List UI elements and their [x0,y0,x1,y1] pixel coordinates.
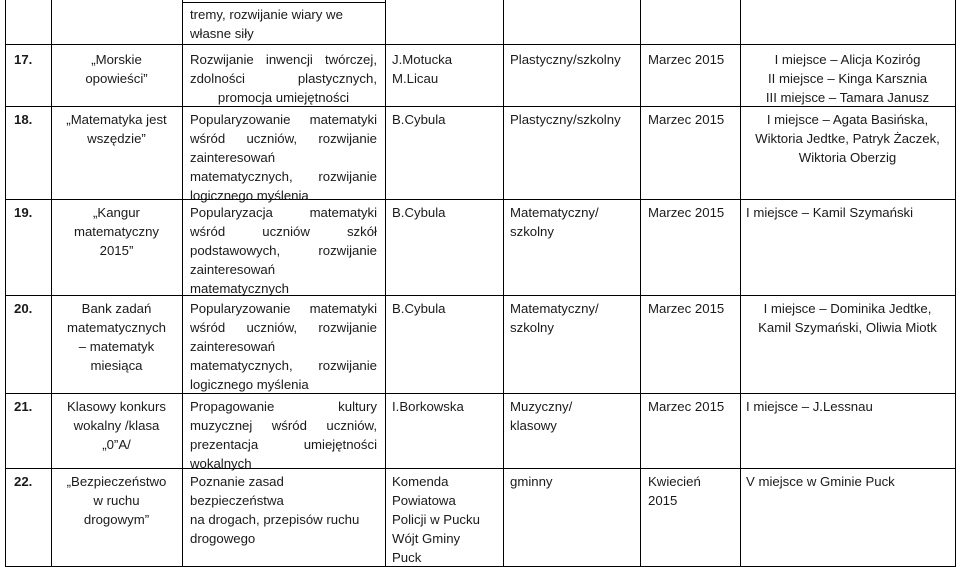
row-number: 20. [14,301,33,316]
row-number: 21. [14,399,33,414]
competition-date: Marzec 2015 [648,301,725,316]
grid-line [5,468,956,469]
competition-type: Matematyczny/ szkolny [510,301,599,335]
competition-result: I miejsce – Dominika Jedtke, Kamil Szymański, Oliwia Miotk [758,301,937,335]
competition-type: Muzyczny/ klasowy [510,399,573,433]
competition-date: Kwiecień 2015 [648,474,701,508]
competition-title: „Bezpieczeństwo w ruchu drogowym” [66,474,167,527]
row-number: 17. [14,52,33,67]
teacher: B.Cybula [392,301,446,316]
grid-line [955,0,956,567]
teacher: B.Cybula [392,112,446,127]
grid-line [182,2,385,3]
competition-result: I miejsce – Kamil Szymański [746,205,914,220]
competition-type: gminny [510,474,553,489]
previous-row-goal-fragment: tremy, rozwijanie wiary we własne siły [190,7,343,41]
row-number: 22. [14,474,33,489]
teacher: J.Motucka M.Licau [392,52,453,86]
grid-line [385,0,386,567]
grid-line [5,295,956,296]
competition-title: Klasowy konkurs wokalny /klasa „0”A/ [67,399,166,452]
competition-date: Marzec 2015 [648,205,725,220]
grid-line [5,44,956,45]
grid-line [5,0,6,567]
competition-date: Marzec 2015 [648,52,725,67]
competition-title: „Kangur matematyczny 2015” [73,205,159,258]
grid-line [5,199,956,200]
grid-line [182,0,183,567]
competition-goal: Propagowanie kultury muzycznej wśród uczniów, prezentacja umiejętności wokalnych [190,399,377,471]
competition-date: Marzec 2015 [648,112,725,127]
competition-goal: Popularyzacja matematyki wśród uczniów szkół podstawowych, rozwijanie zainteresowań matematycznych [190,205,377,296]
teacher: Komenda Powiatowa Policji w Pucku Wójt Gminy Puck [392,474,480,565]
teacher: I.Borkowska [392,399,464,414]
competition-type: Plastyczny/szkolny [510,112,621,127]
competition-type: Plastyczny/szkolny [510,52,621,67]
competition-title: „Morskie opowieści” [85,52,148,86]
competition-type: Matematyczny/ szkolny [510,205,599,239]
teacher: B.Cybula [392,205,446,220]
competition-date: Marzec 2015 [648,399,725,414]
grid-line [640,0,641,567]
competition-goal: Popularyzowanie matematyki wśród uczniów, rozwijanie zainteresowań matematycznych, rozwijanie logicznego myślenia [190,112,377,203]
row-number: 19. [14,205,33,220]
row-number: 18. [14,112,33,127]
competition-result: I miejsce – J.Lessnau [746,399,873,414]
competition-result: V miejsce w Gminie Puck [746,474,895,489]
competition-result: I miejsce – Agata Basińska, Wiktoria Jedtke, Patryk Żaczek, Wiktoria Oberzig [755,112,940,165]
grid-line [503,0,504,567]
competition-result: I miejsce – Alicja Kozirόg II miejsce – Kinga Karsznia III miejsce – Tamara Janusz [765,52,930,105]
competition-title: Bank zadań matematycznych – matematyk miesiąca [67,301,166,373]
competition-goal: Popularyzowanie matematyki wśród uczniów, rozwijanie zainteresowań matematycznych, rozwijanie logicznego myślenia [190,301,377,392]
competition-goal: Rozwijanie inwencji twórczej, zdolności plastycznych, promocja umiejętności [190,52,377,105]
competition-goal: Poznanie zasad bezpieczeństwa na drogach, przepisów ruchu drogowego [190,474,360,546]
grid-line [5,393,956,394]
competition-title: „Matematyka jest wszędzie” [66,112,167,146]
